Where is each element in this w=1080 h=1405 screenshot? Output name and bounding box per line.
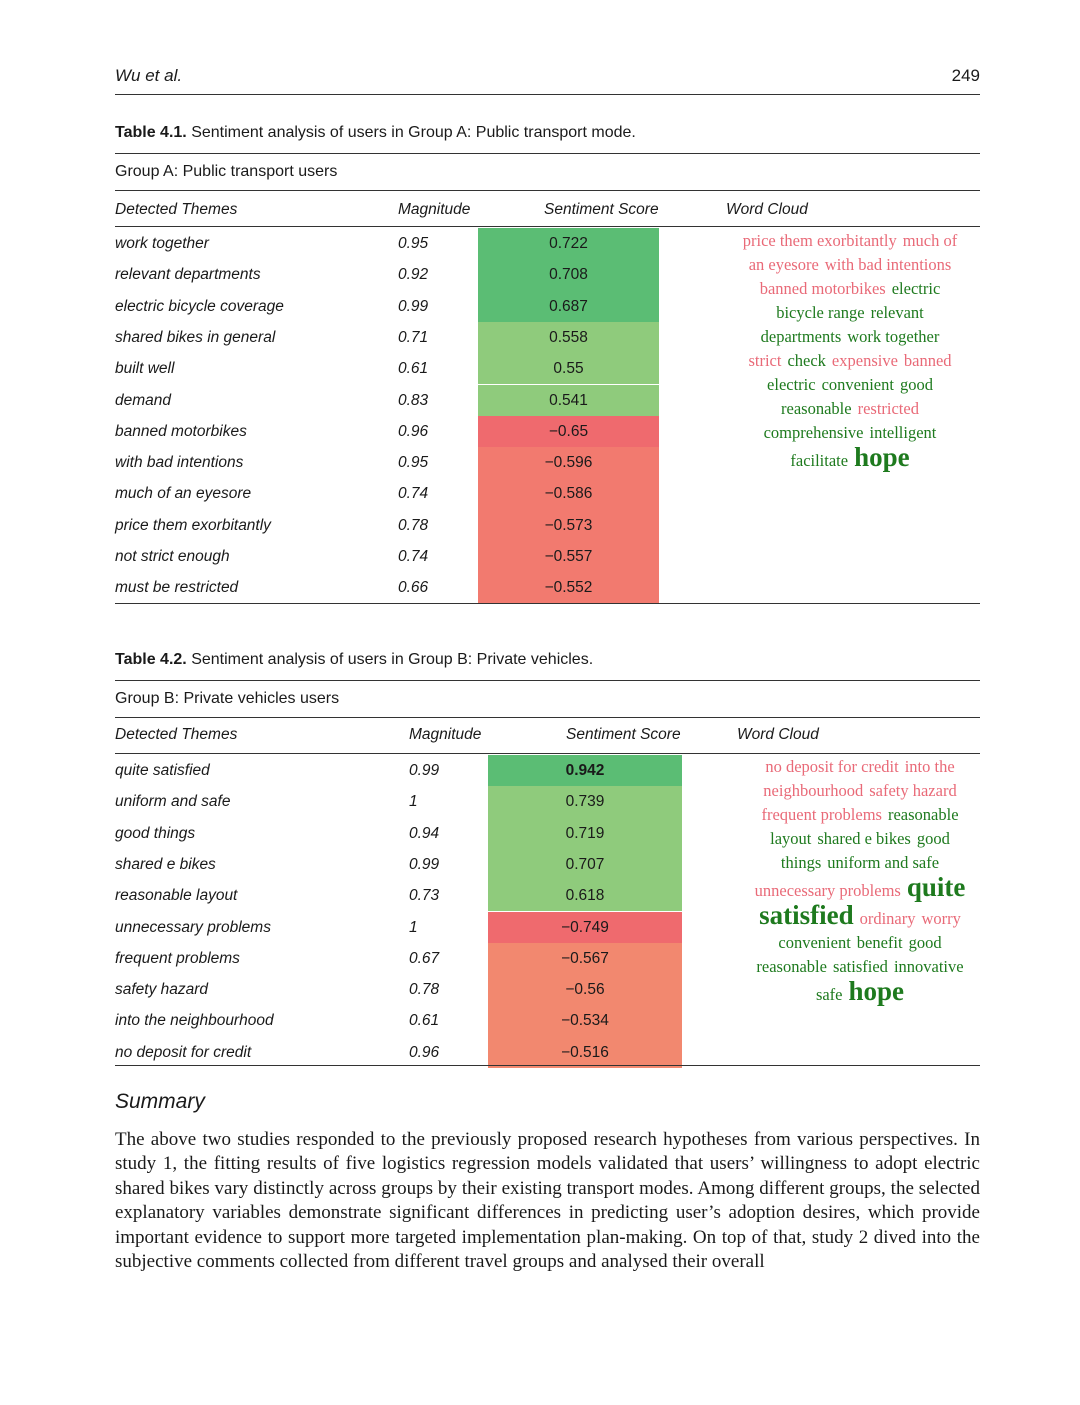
magnitude-cell: 0.61 <box>398 360 429 378</box>
table2-row <box>115 1037 980 1068</box>
sentiment-score-cell: −0.552 <box>478 572 659 603</box>
table1-caption-text: Sentiment analysis of users in Group A: Public transport mode. <box>191 124 636 141</box>
word-cloud-line <box>720 421 980 445</box>
word-cloud-term: unnecessary problems <box>754 881 901 900</box>
word-cloud-term: comprehensive <box>763 423 864 442</box>
table2-col-magnitude: Magnitude <box>409 726 482 743</box>
table1-col-themes: Detected Themes <box>115 201 238 218</box>
table1-col-magnitude: Magnitude <box>398 201 471 218</box>
theme-cell: reasonable layout <box>115 887 238 905</box>
table1-group-title: Group A: Public transport users <box>115 163 338 180</box>
magnitude-cell: 0.94 <box>409 824 440 842</box>
table1-col-wordcloud: Word Cloud <box>726 201 808 218</box>
theme-cell: good things <box>115 824 196 842</box>
word-cloud-term: good <box>916 829 950 848</box>
sentiment-score-cell: 0.719 <box>488 818 682 849</box>
table1-row <box>115 572 980 603</box>
theme-cell: safety hazard <box>115 981 209 999</box>
word-cloud-term: electric <box>891 279 941 298</box>
magnitude-cell: 0.71 <box>398 328 429 346</box>
sentiment-score-cell: 0.687 <box>478 291 659 322</box>
running-author: Wu et al. <box>115 66 183 85</box>
word-cloud-term: reasonable <box>781 399 852 418</box>
word-cloud-term: banned <box>903 351 952 370</box>
magnitude-cell: 0.95 <box>398 235 429 252</box>
theme-cell: shared e bikes <box>115 855 216 873</box>
theme-cell: frequent problems <box>115 949 240 967</box>
table2-caption-text: Sentiment analysis of users in Group B: Private vehicles. <box>191 651 594 668</box>
word-cloud-term: satisfied <box>832 957 888 976</box>
theme-cell: not strict enough <box>115 548 230 565</box>
magnitude-cell: 0.99 <box>398 297 429 315</box>
sentiment-score-cell: 0.707 <box>488 849 682 880</box>
table2-col-wordcloud: Word Cloud <box>737 726 819 743</box>
theme-cell: price them exorbitantly <box>115 516 271 534</box>
word-cloud-term: intelligent <box>869 423 937 442</box>
word-cloud-term: safety hazard <box>869 781 957 800</box>
word-cloud-term: banned motorbikes <box>759 279 886 298</box>
sentiment-score-cell: −0.65 <box>478 416 659 447</box>
word-cloud-line <box>730 803 990 827</box>
word-cloud-line <box>730 827 990 851</box>
table2-group-title: Group B: Private vehicles users <box>115 690 340 707</box>
magnitude-cell: 0.66 <box>398 579 429 597</box>
word-cloud-term: convenient <box>821 375 894 394</box>
word-cloud-line <box>720 301 980 325</box>
word-cloud-term: good <box>899 375 933 394</box>
sentiment-score-cell: 0.618 <box>488 880 682 911</box>
word-cloud-line <box>730 900 990 931</box>
word-cloud-term: things <box>780 853 822 872</box>
running-header <box>115 66 980 95</box>
word-cloud-line <box>730 976 990 1007</box>
sentiment-score-cell: −0.567 <box>488 943 682 974</box>
magnitude-cell: 0.74 <box>398 485 429 503</box>
sentiment-score-cell: 0.541 <box>478 385 659 416</box>
word-cloud-term: an eyesore <box>748 255 819 274</box>
theme-cell: no deposit for credit <box>115 1043 252 1061</box>
word-cloud-term: benefit <box>856 933 903 952</box>
table1-caption <box>115 124 636 142</box>
magnitude-cell: 0.61 <box>409 1012 440 1030</box>
word-cloud-term: reasonable <box>756 957 827 976</box>
magnitude-cell: 0.74 <box>398 548 429 565</box>
word-cloud-term: hope <box>848 976 905 1006</box>
word-cloud-term: ordinary <box>859 909 916 928</box>
word-cloud-term: much of <box>902 231 958 250</box>
magnitude-cell: 0.92 <box>398 266 429 284</box>
table-group-a <box>115 153 980 604</box>
word-cloud-term: uniform and safe <box>827 853 940 872</box>
word-cloud-term: electric <box>767 375 816 394</box>
word-cloud-line <box>720 397 980 421</box>
magnitude-cell: 0.78 <box>398 516 429 534</box>
word-cloud-term: with bad intentions <box>824 255 952 274</box>
word-cloud-line <box>730 755 990 779</box>
word-cloud-line <box>720 253 980 277</box>
word-cloud-line <box>730 931 990 955</box>
word-cloud-term: frequent problems <box>761 805 882 824</box>
word-cloud-line <box>720 325 980 349</box>
sentiment-score-cell: 0.739 <box>488 786 682 817</box>
magnitude-cell: 0.73 <box>409 887 440 905</box>
table1-row <box>115 478 980 509</box>
sentiment-score-cell: −0.516 <box>488 1037 682 1068</box>
word-cloud-term: departments <box>760 327 842 346</box>
table1-col-score: Sentiment Score <box>544 201 659 218</box>
magnitude-cell: 0.96 <box>409 1043 440 1061</box>
magnitude-cell: 0.95 <box>398 454 429 472</box>
word-cloud-term: relevant <box>870 303 924 322</box>
table2-col-score: Sentiment Score <box>566 726 681 743</box>
word-cloud-term: shared e bikes <box>817 829 911 848</box>
table2-word-cloud <box>730 755 990 1007</box>
word-cloud-term: layout <box>770 829 812 848</box>
table2-col-themes: Detected Themes <box>115 726 238 743</box>
word-cloud-term: into the <box>904 757 955 776</box>
theme-cell: must be restricted <box>115 579 239 597</box>
sentiment-score-cell: 0.558 <box>478 322 659 353</box>
theme-cell: demand <box>115 391 172 409</box>
magnitude-cell: 0.67 <box>409 949 440 967</box>
word-cloud-term: neighbourhood <box>763 781 864 800</box>
table1-row <box>115 541 980 572</box>
word-cloud-line <box>730 872 990 903</box>
word-cloud-term: reasonable <box>887 805 959 824</box>
word-cloud-line <box>730 779 990 803</box>
summary-paragraph: The above two studies responded to the previously proposed research hypotheses from various perspectives. In study 1, the fitting results of five logistics regression models validated that users’ willingness to adopt electric shared bikes vary distinctly across groups by their existing transport modes. Among different groups, the selected explanatory variables demonstrate significant differences in predicting user’s adoption desires, which provide important evidence to support more targeted implementation plan-making. On top of that, study 2 dived into the subjective comments collected from different travel groups and analysed their overall <box>115 1129 980 1273</box>
word-cloud-term: hope <box>854 442 910 472</box>
table2-row <box>115 1005 980 1036</box>
theme-cell: quite satisfied <box>115 762 210 779</box>
magnitude-cell: 0.99 <box>409 762 440 779</box>
theme-cell: with bad intentions <box>115 454 244 472</box>
word-cloud-line <box>720 229 980 253</box>
theme-cell: relevant departments <box>115 266 261 284</box>
word-cloud-line <box>720 277 980 301</box>
magnitude-cell: 0.78 <box>409 981 440 999</box>
sentiment-score-cell: 0.55 <box>478 353 659 384</box>
word-cloud-term: check <box>787 351 826 370</box>
sentiment-score-cell: −0.534 <box>488 1005 682 1036</box>
summary-heading: Summary <box>115 1090 205 1113</box>
sentiment-score-cell: −0.573 <box>478 510 659 541</box>
magnitude-cell: 0.96 <box>398 422 429 440</box>
table-group-b <box>115 680 980 1066</box>
word-cloud-term: innovative <box>893 957 964 976</box>
theme-cell: shared bikes in general <box>115 328 276 346</box>
word-cloud-term: safe <box>815 985 843 1004</box>
magnitude-cell: 0.83 <box>398 391 429 409</box>
theme-cell: electric bicycle coverage <box>115 297 284 315</box>
word-cloud-line <box>720 349 980 373</box>
table1-row <box>115 510 980 541</box>
magnitude-cell: 0.99 <box>409 855 440 873</box>
table1-caption-label: Table 4.1. <box>115 124 187 141</box>
word-cloud-term: work together <box>847 327 940 346</box>
word-cloud-term: convenient <box>778 933 851 952</box>
word-cloud-term: quite <box>906 872 966 902</box>
word-cloud-term: strict <box>748 351 782 370</box>
sentiment-score-cell: 0.722 <box>478 228 659 259</box>
sentiment-score-cell: −0.586 <box>478 478 659 509</box>
sentiment-score-cell: −0.596 <box>478 447 659 478</box>
theme-cell: work together <box>115 235 209 252</box>
word-cloud-term: price them exorbitantly <box>742 231 897 250</box>
word-cloud-line <box>720 373 980 397</box>
theme-cell: banned motorbikes <box>115 422 247 440</box>
sentiment-score-cell: −0.56 <box>488 974 682 1005</box>
sentiment-score-cell: 0.708 <box>478 259 659 290</box>
word-cloud-line <box>720 442 980 473</box>
theme-cell: unnecessary problems <box>115 918 271 936</box>
magnitude-cell: 1 <box>409 793 418 811</box>
word-cloud-term: bicycle range <box>776 303 865 322</box>
table2-caption <box>115 651 593 669</box>
magnitude-cell: 1 <box>409 918 418 936</box>
word-cloud-term: facilitate <box>790 451 849 470</box>
theme-cell: much of an eyesore <box>115 485 252 503</box>
theme-cell: uniform and safe <box>115 793 231 811</box>
table2-caption-label: Table 4.2. <box>115 651 187 668</box>
word-cloud-term: expensive <box>831 351 898 370</box>
word-cloud-term: restricted <box>857 399 919 418</box>
word-cloud-term: good <box>908 933 942 952</box>
sentiment-score-cell: −0.749 <box>488 912 682 943</box>
table1-word-cloud <box>720 229 980 473</box>
word-cloud-term: worry <box>921 909 961 928</box>
theme-cell: into the neighbourhood <box>115 1012 274 1030</box>
sentiment-score-cell: −0.557 <box>478 541 659 572</box>
word-cloud-term: satisfied <box>759 900 854 930</box>
word-cloud-term: no deposit for credit <box>765 757 899 776</box>
theme-cell: built well <box>115 360 175 378</box>
sentiment-score-cell: 0.942 <box>488 755 682 786</box>
page-number: 249 <box>951 66 980 85</box>
